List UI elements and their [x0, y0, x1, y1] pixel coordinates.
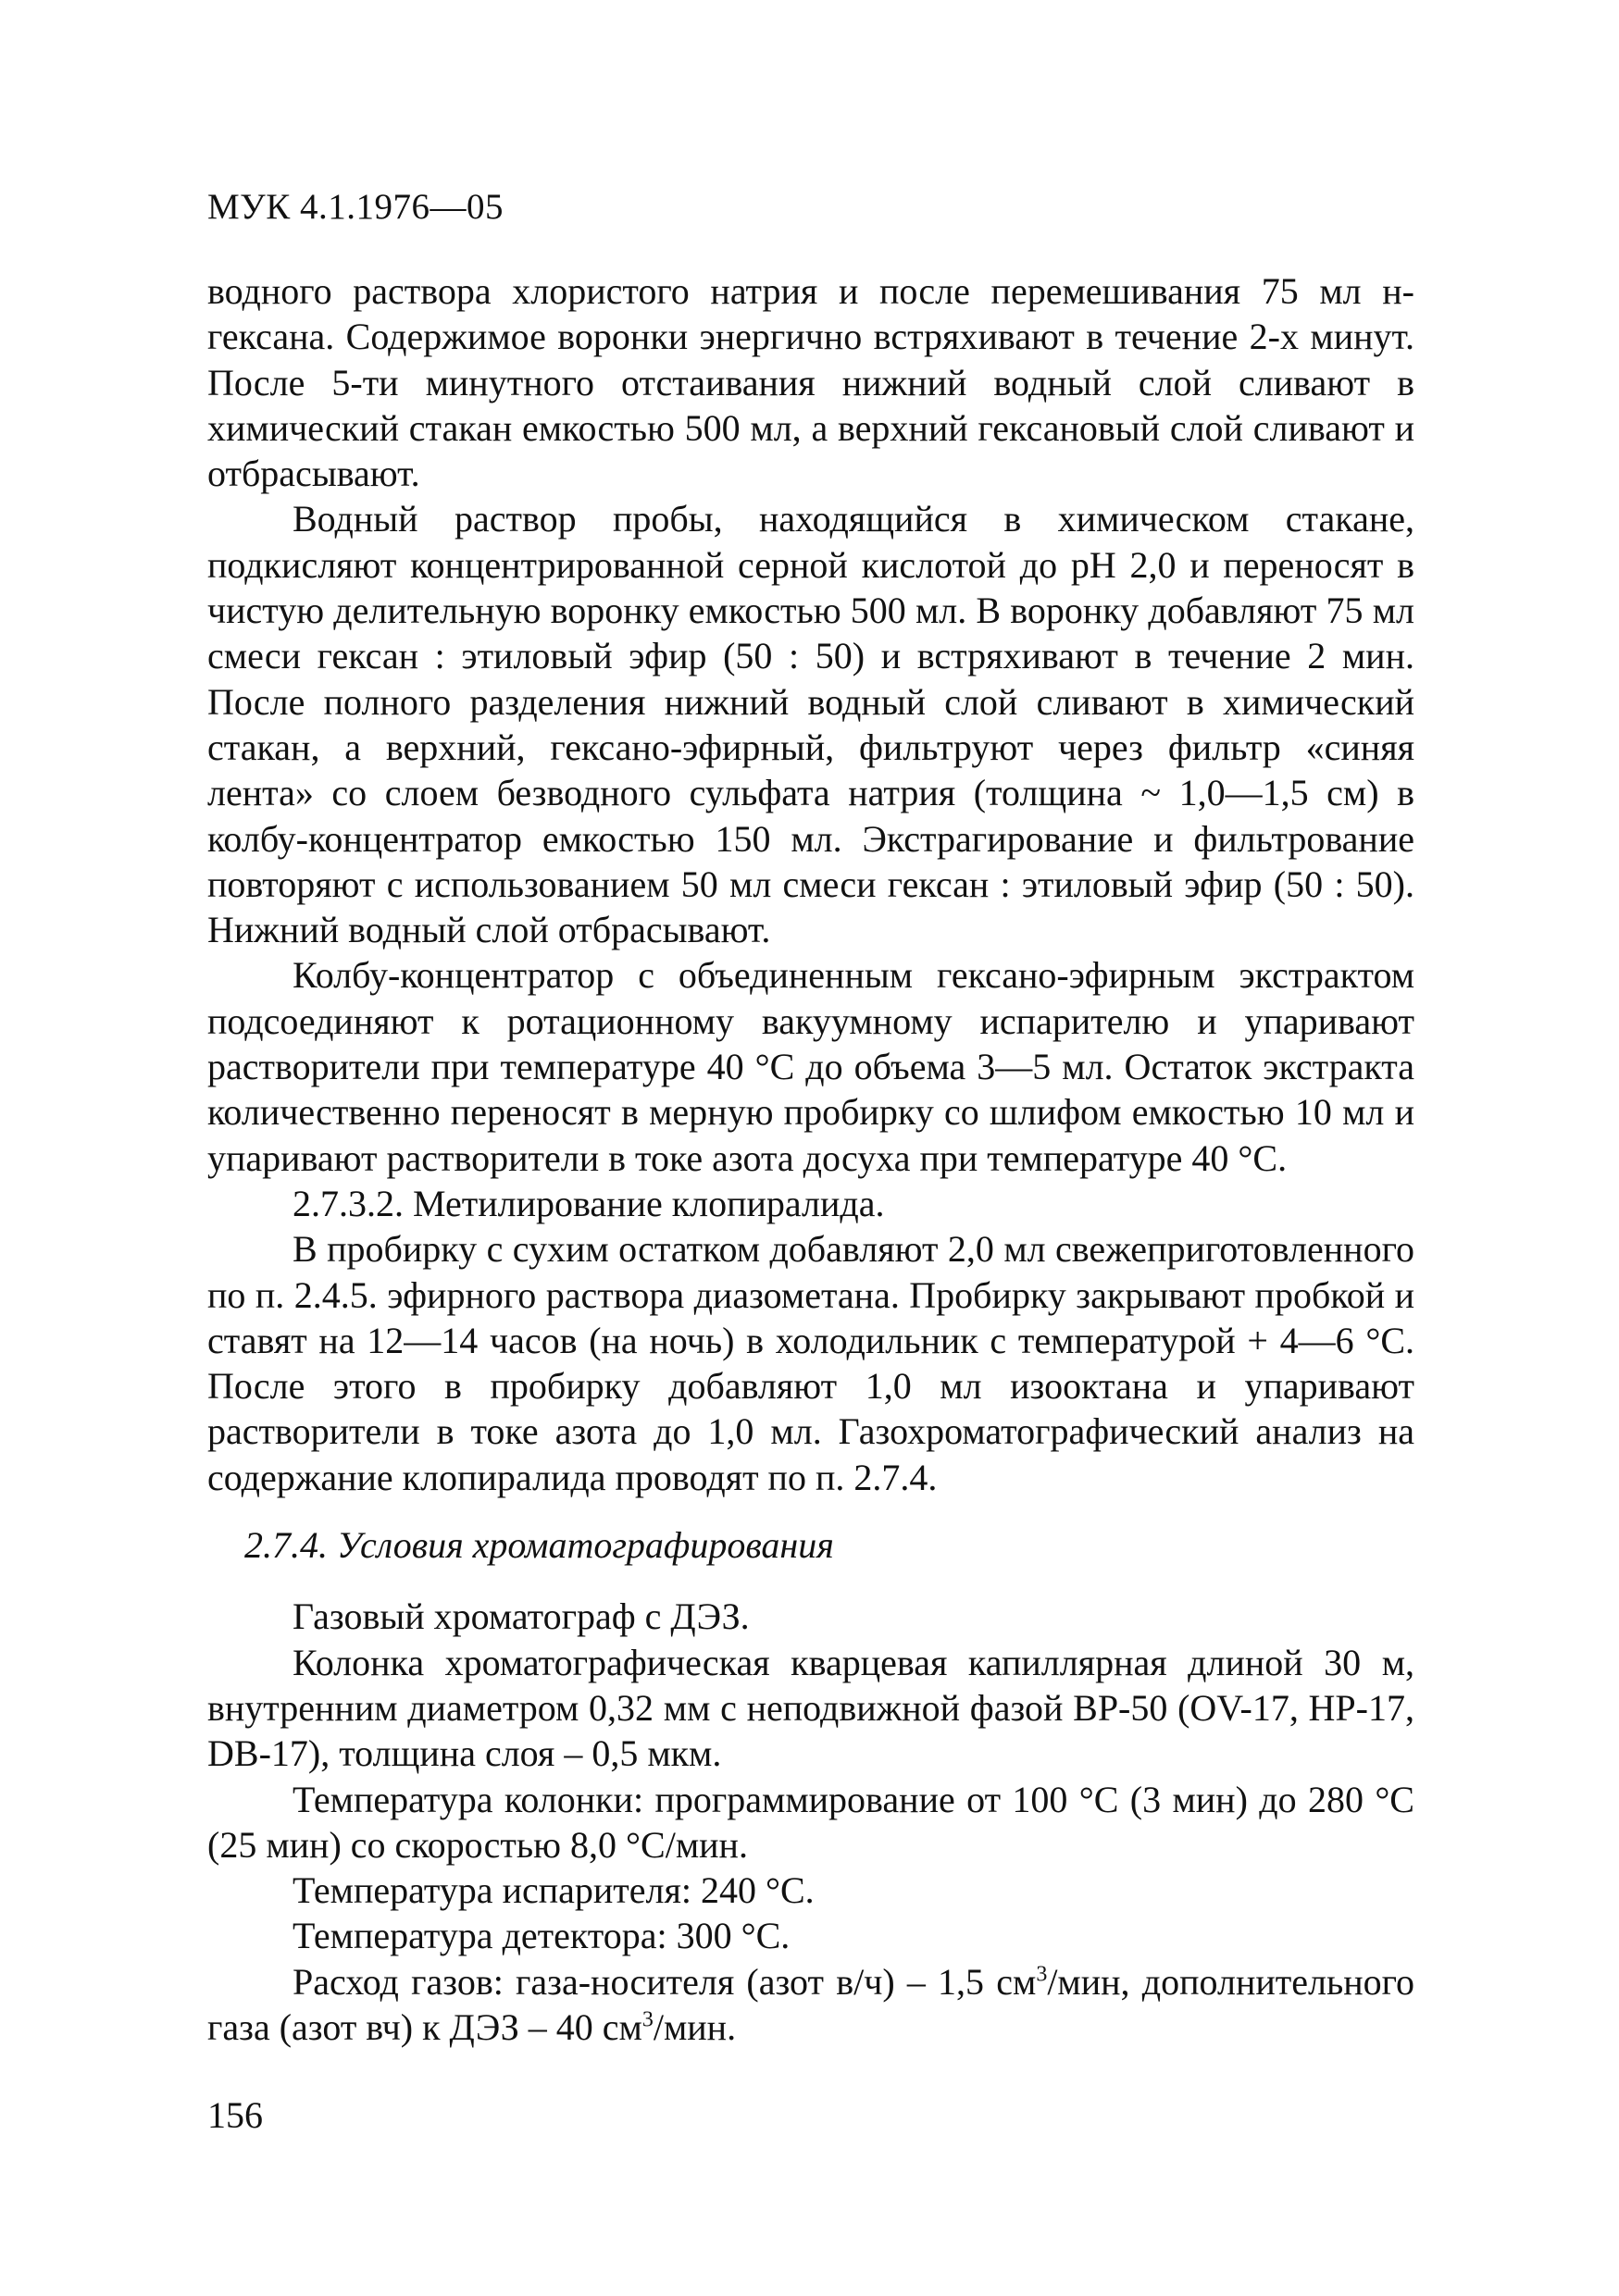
paragraph-methylation: В пробирку с сухим остатком добавляют 2,0 мл свежеприготовленного по п. 2.4.5. эфирного раствора диазометана. Пробирку закрывают пробкой и ставят на 12—14 часов (на ночь) в холодильник с температурой + 4—6 °С. После этого в пробирку добавляют 1,0 мл изооктана и упаривают растворители в токе азота до 1,0 мл. Газохроматографический анализ на содержание клопиралида проводят по п. 2.7.4. [207, 1228, 1414, 1498]
superscript-cubed-2: 3 [641, 2007, 654, 2032]
gas-flow-text-2: /мин, дополнительного газа (азот вч) к ДЭЗ – 40 см [207, 1960, 1415, 2048]
paragraph-column-temperature: Температура колонки: программирование от 100 °С (3 мин) до 280 °С (25 мин) со скоростью 8,0 °С/мин. [207, 1778, 1414, 1866]
paragraph-detector-temperature: Температура детектора: 300 °С. [293, 1915, 791, 1957]
paragraph-chromatograph: Газовый хроматограф с ДЭЗ. [293, 1595, 750, 1638]
document-code-header: МУК 4.1.1976—05 [207, 187, 504, 227]
paragraph-column: Колонка хроматографическая кварцевая капиллярная длиной 30 м, внутренним диаметром 0,32 мм с неподвижной фазой BP-50 (OV-17, HP-17, DB-17), толщина слоя – 0,5 мкм. [207, 1641, 1414, 1775]
paragraph-continuation: водного раствора хлористого натрия и после перемешивания 75 мл н-гексана. Содержимое воронки энергично встряхивают в течение 2-х минут. После 5-ти минутного отстаивания нижний водный слой сливают в химический стакан емкостью 500 мл, а верхний гексановый слой сливают и отбрасывают. [207, 270, 1414, 495]
paragraph-injector-temperature: Температура испарителя: 240 °С. [293, 1869, 815, 1912]
gas-flow-text-3: /мин. [653, 2005, 737, 2048]
superscript-cubed-1: 3 [1036, 1962, 1048, 1987]
paragraph-gas-flow [207, 1959, 1414, 2051]
page-number: 156 [207, 2094, 263, 2136]
gas-flow-text-1: Расход газов: газа-носителя (азот в/ч) – 1,5 см [293, 1960, 1037, 2003]
paragraph-evaporation: Колбу-концентратор с объединенным гексано-эфирным экстрактом подсоединяют к ротационному вакуумному испарителю и упаривают растворители при температуре 40 °С до объема 3—5 мл. Остаток экстракта количественно переносят в мерную пробирку со шлифом емкостью 10 мл и упаривают растворители в токе азота досуха при температуре 40 °С. [207, 954, 1414, 1179]
subsection-heading-methylation: 2.7.3.2. Метилирование клопиралида. [293, 1182, 885, 1224]
section-title-chromatography-conditions: 2.7.4. Условия хроматографирования [244, 1524, 834, 1567]
document-body [207, 268, 1414, 2050]
paragraph-acidification: Водный раствор пробы, находящийся в химическом стакане, подкисляют концентрированной серной кислотой до pH 2,0 и переносят в чистую делительную воронку емкостью 500 мл. В воронку добавляют 75 мл смеси гексан : этиловый эфир (50 : 50) и встряхивают в течение 2 мин. После полного разделения нижний водный слой сливают в химический стакан, а верхний, гексано-эфирный, фильтруют через фильтр «синяя лента» со слоем безводного сульфата натрия (толщина ~ 1,0—1,5 см) в колбу-концентратор емкостью 150 мл. Экстрагирование и фильтрование повторяют с использованием 50 мл смеси гексан : этиловый эфир (50 : 50). Нижний водный слой отбрасывают. [207, 498, 1414, 951]
